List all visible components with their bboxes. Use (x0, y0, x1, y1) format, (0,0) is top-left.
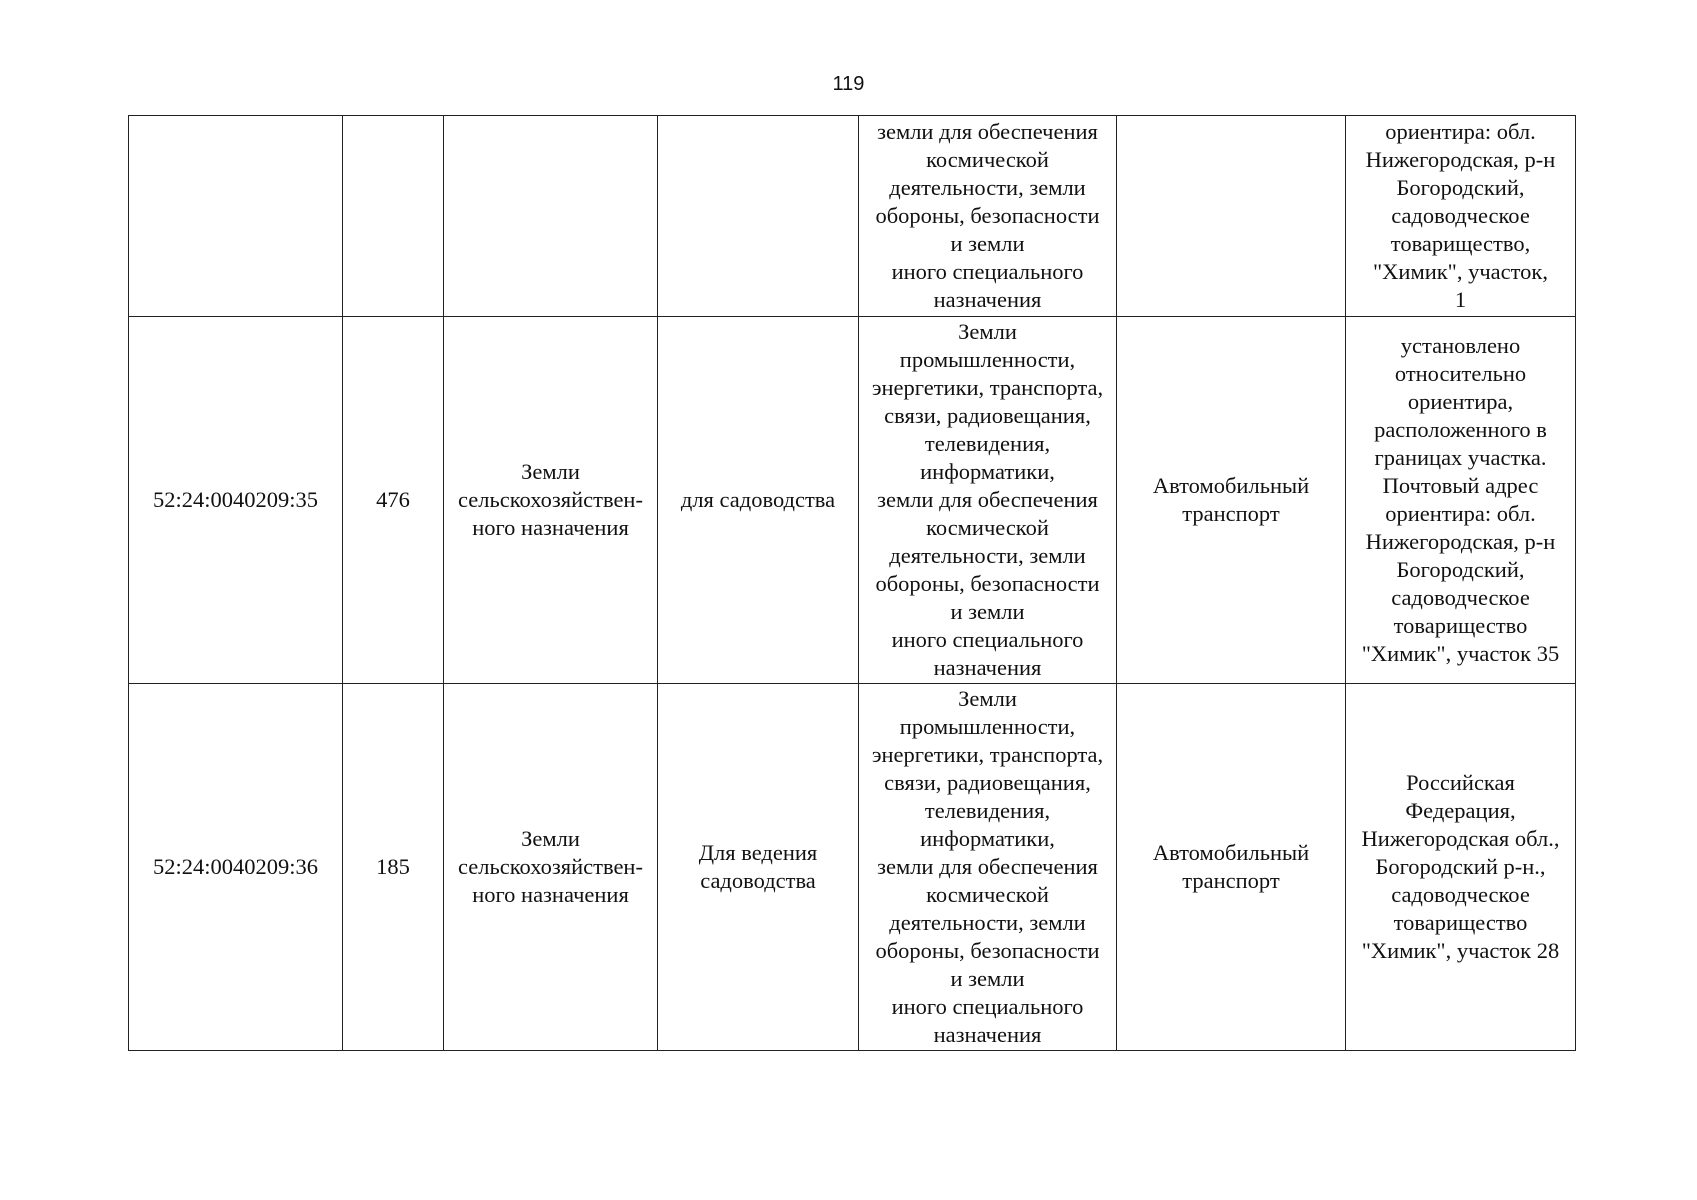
area-cell: 185 (343, 684, 444, 1051)
permitted-use-cell: Для ведения садоводства (658, 684, 859, 1051)
land-category-detail-cell: Земли промышленности, энергетики, транспорта, связи, радиовещания, телевидения, информатики, земли для обеспечения космической деятельности, земли обороны, безопасности и земли иного специального назначения (859, 317, 1117, 684)
area-cell (343, 116, 444, 317)
cadastral-number-cell: 52:24:0040209:35 (129, 317, 343, 684)
address-cell: установлено относительно ориентира, расположенного в границах участка. Почтовый адрес ориентира: обл. Нижегородская, р-н Богородский, садоводческое товарищество "Химик", участок 35 (1346, 317, 1576, 684)
land-plots-table (128, 115, 1576, 1051)
table-row (129, 116, 1576, 317)
zone-cell: Автомобильный транспорт (1117, 317, 1346, 684)
zone-cell (1117, 116, 1346, 317)
land-category-detail-cell: Земли промышленности, энергетики, транспорта, связи, радиовещания, телевидения, информатики, земли для обеспечения космической деятельности, земли обороны, безопасности и земли иного специального назначения (859, 684, 1117, 1051)
address-cell: ориентира: обл. Нижегородская, р-н Богородский, садоводческое товарищество, "Химик", участок, 1 (1346, 116, 1576, 317)
land-category-detail-cell: земли для обеспечения космической деятельности, земли обороны, безопасности и земли иного специального назначения (859, 116, 1117, 317)
table-row (129, 317, 1576, 684)
table-row (129, 684, 1576, 1051)
land-category-cell (444, 116, 658, 317)
land-category-cell: Земли сельскохозяйствен- ного назначения (444, 317, 658, 684)
page-number: 119 (832, 73, 865, 95)
zone-cell: Автомобильный транспорт (1117, 684, 1346, 1051)
cadastral-number-cell (129, 116, 343, 317)
permitted-use-cell (658, 116, 859, 317)
cadastral-number-cell: 52:24:0040209:36 (129, 684, 343, 1051)
land-category-cell: Земли сельскохозяйствен- ного назначения (444, 684, 658, 1051)
area-cell: 476 (343, 317, 444, 684)
address-cell: Российская Федерация, Нижегородская обл., Богородский р-н., садоводческое товарищество "Химик", участок 28 (1346, 684, 1576, 1051)
permitted-use-cell: для садоводства (658, 317, 859, 684)
